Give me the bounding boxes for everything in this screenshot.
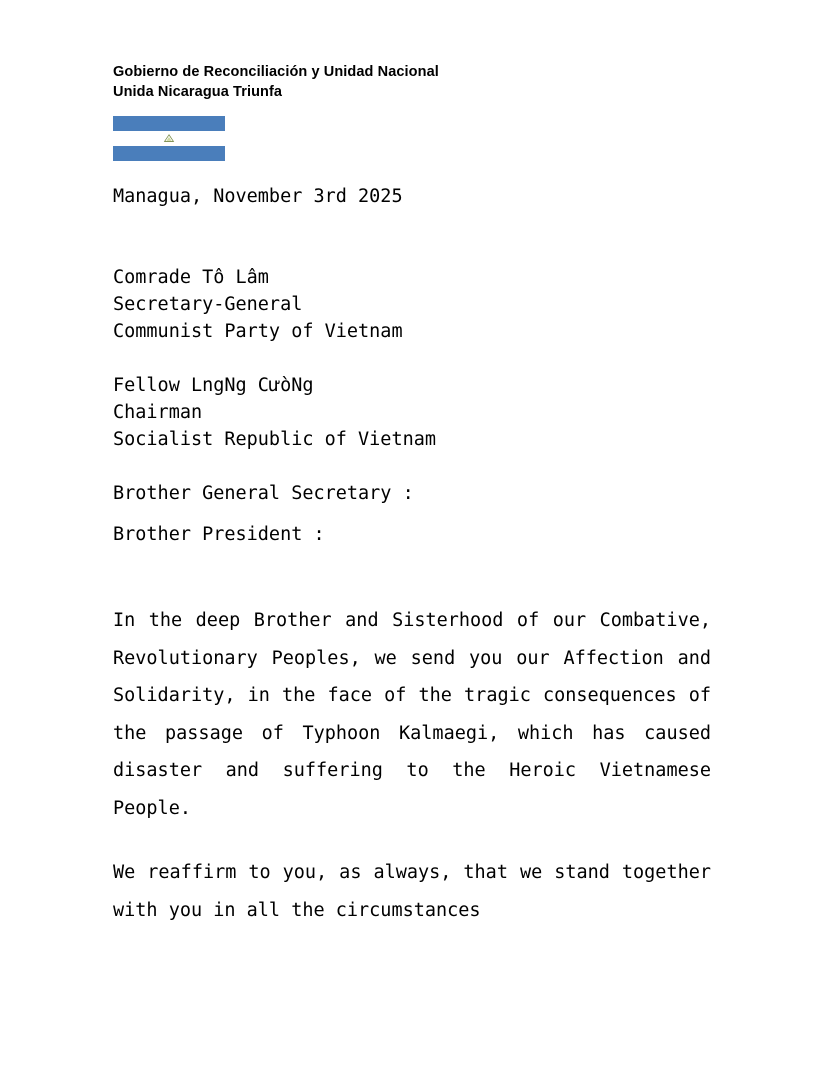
addressee-1-name: Comrade Tô Lâm	[113, 267, 269, 288]
nicaragua-flag-icon	[113, 116, 225, 161]
letterhead-line-2: Unida Nicaragua Triunfa	[113, 84, 283, 100]
paragraph-solidarity: In the deep Brother and Sisterhood of our Combative, Revolutionary Peoples, we send you our Affection and Solidarity, in the face of the tragic consequences of the passage of Typhoon Kalmaegi, which has caused disaster and suffering to the Heroic Vietnamese People.	[113, 610, 711, 819]
flag-emblem-icon	[162, 131, 177, 146]
letter-body	[113, 183, 713, 929]
salutation-president: Brother President :	[113, 524, 325, 545]
salutation-general-secretary: Brother General Secretary :	[113, 483, 414, 504]
paragraph-reaffirmation: We reaffirm to you, as always, that we stand together with you in all the circumstances	[113, 862, 711, 921]
document-content	[113, 62, 713, 929]
dateline: Managua, November 3rd 2025	[113, 186, 403, 207]
addressee-1-title: Secretary-General	[113, 294, 303, 315]
addressee-2-org: Socialist Republic of Vietnam	[113, 429, 437, 450]
addressee-1-org: Communist Party of Vietnam	[113, 321, 403, 342]
addressee-2-title: Chairman	[113, 402, 203, 423]
flag-band-bottom	[113, 146, 225, 161]
flag-band-top	[113, 116, 225, 131]
addressee-2-name: Fellow LngNg CưòNg	[113, 375, 314, 396]
letterhead	[113, 62, 713, 102]
letterhead-line-1: Gobierno de Reconciliación y Unidad Nacional	[113, 64, 439, 80]
